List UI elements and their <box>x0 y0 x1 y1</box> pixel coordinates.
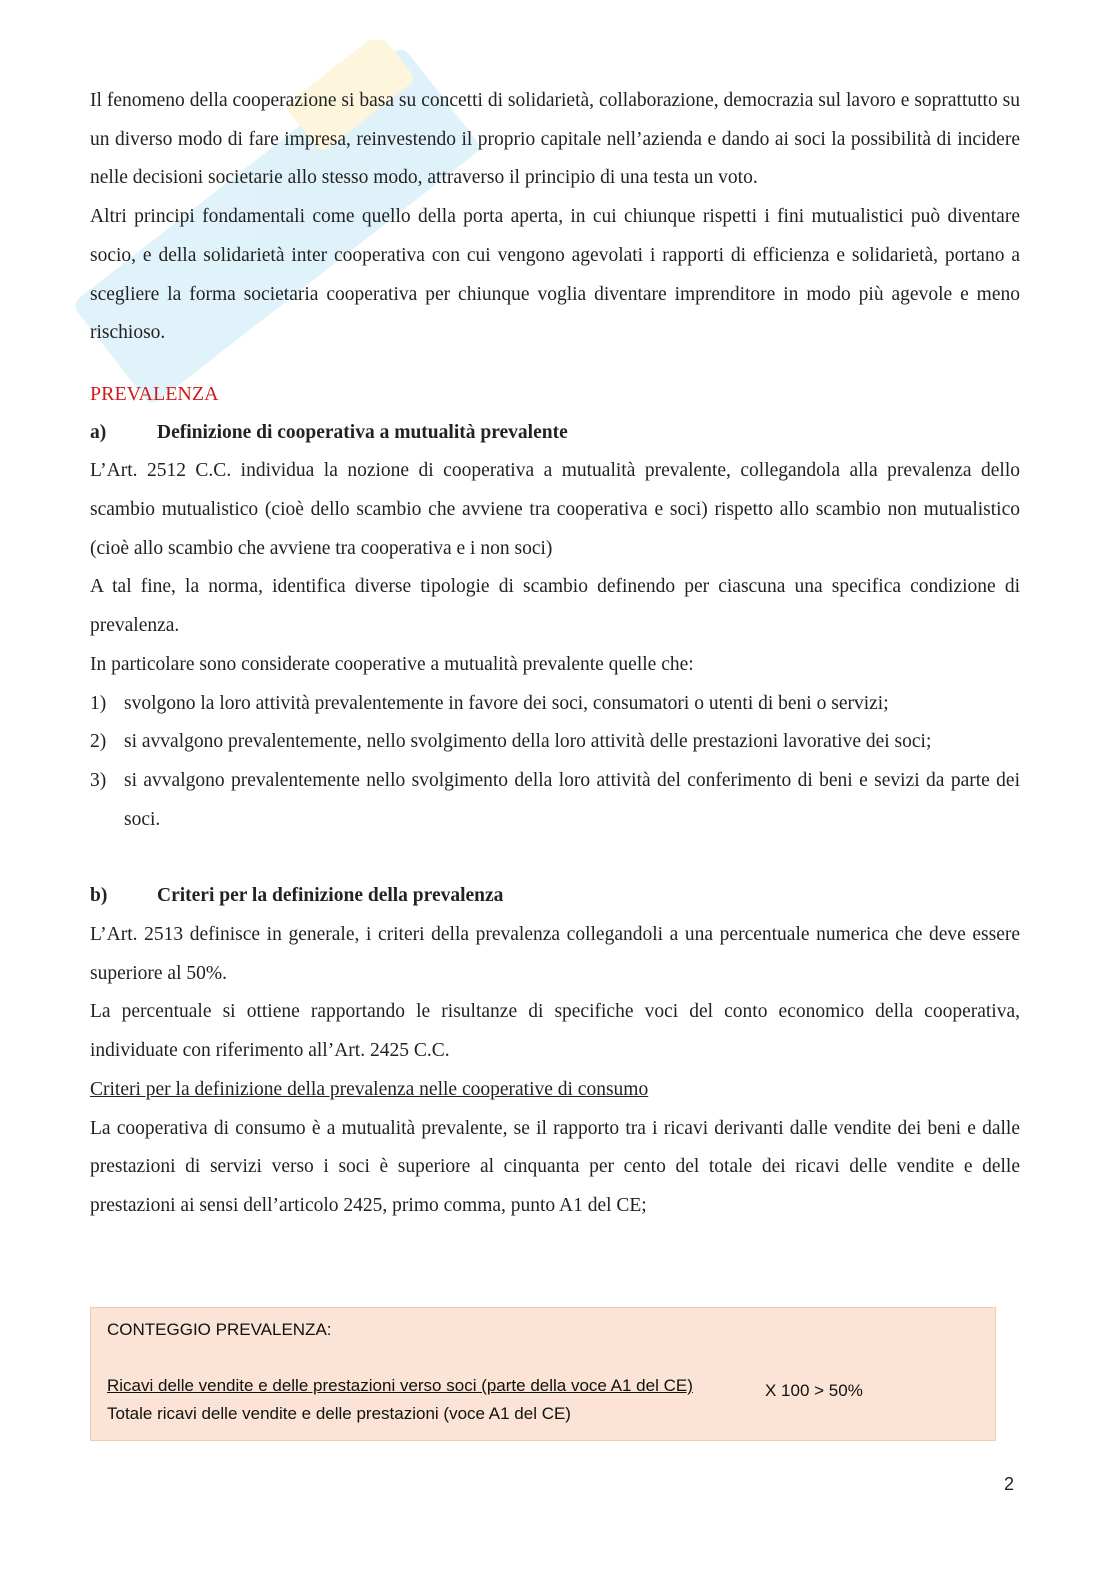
subheading-b <box>90 877 1020 916</box>
list-item-text: si avvalgono prevalentemente nello svolgimento della loro attività del conferimento di beni e sevizi da parte dei soci. <box>124 769 1020 830</box>
subheading-b-title: Criteri per la definizione della prevalenza <box>157 885 504 907</box>
list-item <box>90 762 1020 839</box>
formula-denominator: Totale ricavi delle vendite e delle prestazioni (voce A1 del CE) <box>107 1404 571 1423</box>
subheading-a-index: a) <box>90 421 107 443</box>
list-item-number: 1) <box>90 692 107 714</box>
formula-multiplier: X 100 > 50% <box>765 1381 863 1400</box>
list-item <box>90 723 1020 762</box>
paragraph-b-1: L’Art. 2513 definisce in generale, i criteri della prevalenza collegandoli a una percentuale numerica che deve essere superiore al 50%. <box>90 924 1020 984</box>
subheading-a-title: Definizione di cooperativa a mutualità prevalente <box>157 421 568 443</box>
list-item-number: 3) <box>90 769 107 791</box>
paragraph-a-2: A tal fine, la norma, identifica diverse tipologie di scambio definendo per ciascuna una specifica condizione di prevalenza. <box>90 576 1020 637</box>
list-item-number: 2) <box>90 731 107 753</box>
section-title: PREVALENZA <box>90 382 219 405</box>
calculation-box <box>90 1307 996 1441</box>
paragraph-a-3: In particolare sono considerate cooperative a mutualità prevalente quelle che: <box>90 653 694 675</box>
page-number: 2 <box>1004 1474 1015 1494</box>
list-item <box>90 685 1020 724</box>
list-item-text: si avvalgono prevalentemente, nello svolgimento della loro attività delle prestazioni lavorative dei soci; <box>124 731 932 753</box>
underlined-subheading: Criteri per la definizione della prevalenza nelle cooperative di consumo <box>90 1078 649 1100</box>
subheading-a <box>90 414 1020 453</box>
paragraph-b-2: La percentuale si ottiene rapportando le risultanze di specifiche voci del conto economico della cooperativa, individuate con riferimento all’Art. 2425 C.C. <box>90 1001 1020 1062</box>
subheading-b-index: b) <box>90 885 108 907</box>
document-body <box>90 82 1020 1226</box>
formula-numerator: Ricavi delle vendite e delle prestazioni verso soci (parte della voce A1 del CE) <box>107 1376 693 1395</box>
paragraph-a-1: L’Art. 2512 C.C. individua la nozione di cooperativa a mutualità prevalente, collegandola alla prevalenza dello scambio mutualistico (cioè dello scambio che avviene tra cooperativa e soci) rispetto allo scambio non mutualistico (cioè allo scambio che avviene tra cooperativa e i non soci) <box>90 460 1020 559</box>
list-item-text: svolgono la loro attività prevalentemente in favore dei soci, consumatori o utenti di beni o servizi; <box>124 692 889 714</box>
intro-paragraph-2: Altri principi fondamentali come quello della porta aperta, in cui chiunque rispetti i fini mutualistici può diventare socio, e della solidarietà inter cooperativa con cui vengono agevolati i rapporti di efficienza e solidarietà, portano a scegliere la forma societaria cooperativa per chiunque voglia diventare imprenditore in modo più agevole e meno rischioso. <box>90 206 1020 344</box>
paragraph-b-3: La cooperativa di consumo è a mutualità prevalente, se il rapporto tra i ricavi derivanti dalle vendite dei beni e dalle prestazioni di servizi verso i soci è superiore al cinquanta per cento del totale dei ricavi delle vendite e delle prestazioni ai sensi dell’articolo 2425, primo comma, punto A1 del CE; <box>90 1117 1020 1216</box>
calculation-title: CONTEGGIO PREVALENZA: <box>107 1320 332 1339</box>
intro-paragraph-1: Il fenomeno della cooperazione si basa su concetti di solidarietà, collaborazione, democrazia sul lavoro e soprattutto su un diverso modo di fare impresa, reinvestendo il proprio capitale nell’azienda e dando ai soci la possibilità di incidere nelle decisioni societarie allo stesso modo, attraverso il principio di una testa un voto. <box>90 90 1020 189</box>
